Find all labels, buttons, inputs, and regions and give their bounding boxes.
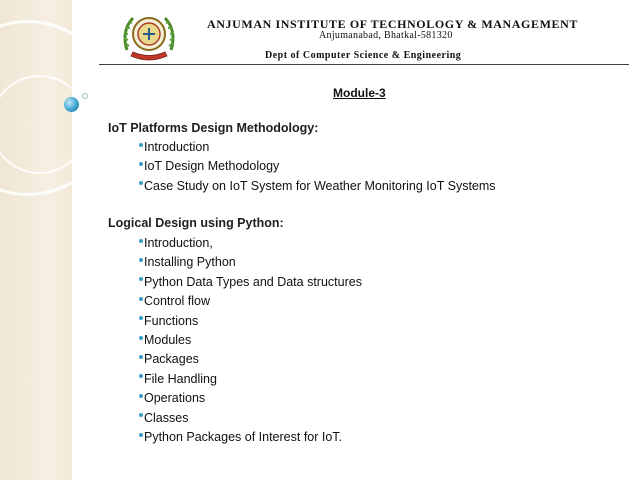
bullet-icon xyxy=(139,433,143,437)
list-item: Control flow xyxy=(139,292,362,311)
institution-address: Anjumanabad, Bhatkal-581320 xyxy=(319,30,453,41)
institution-name: ANJUMAN INSTITUTE OF TECHNOLOGY & MANAGEMENT xyxy=(207,17,578,31)
bullet-icon xyxy=(139,239,143,243)
list-item: Installing Python xyxy=(139,253,362,272)
bullet-icon xyxy=(139,316,143,320)
list-item: Python Data Types and Data structures xyxy=(139,273,362,292)
section-heading-logical-design: Logical Design using Python: xyxy=(108,216,284,230)
bullet-icon xyxy=(139,277,143,281)
bullet-icon xyxy=(139,143,143,147)
list-item: IoT Design Methodology xyxy=(139,157,496,176)
list-item: Case Study on IoT System for Weather Monitoring IoT Systems xyxy=(139,177,496,196)
list-item: Introduction xyxy=(139,138,496,157)
logical-design-topic-list xyxy=(139,234,362,447)
bullet-icon xyxy=(139,181,143,185)
bullet-icon xyxy=(139,297,143,301)
list-item: Functions xyxy=(139,312,362,331)
iot-platforms-topic-list xyxy=(139,138,496,196)
bullet-icon xyxy=(139,258,143,262)
list-item: Operations xyxy=(139,389,362,408)
list-item: Introduction, xyxy=(139,234,362,253)
bullet-icon xyxy=(139,355,143,359)
decorative-ball-icon xyxy=(64,97,79,112)
list-item: File Handling xyxy=(139,370,362,389)
list-item: Modules xyxy=(139,331,362,350)
college-header xyxy=(99,8,629,65)
bullet-icon xyxy=(139,413,143,417)
bullet-icon xyxy=(139,394,143,398)
college-seal-logo-icon xyxy=(121,10,177,64)
module-title: Module-3 xyxy=(333,86,386,100)
bullet-icon xyxy=(139,336,143,340)
list-item: Classes xyxy=(139,409,362,428)
list-item: Python Packages of Interest for IoT. xyxy=(139,428,362,447)
bullet-icon xyxy=(139,374,143,378)
department-name: Dept of Computer Science & Engineering xyxy=(265,50,462,61)
list-item: Packages xyxy=(139,350,362,369)
bullet-icon xyxy=(139,162,143,166)
decorative-dot-icon xyxy=(82,93,88,99)
section-heading-iot-platforms: IoT Platforms Design Methodology: xyxy=(108,121,319,135)
